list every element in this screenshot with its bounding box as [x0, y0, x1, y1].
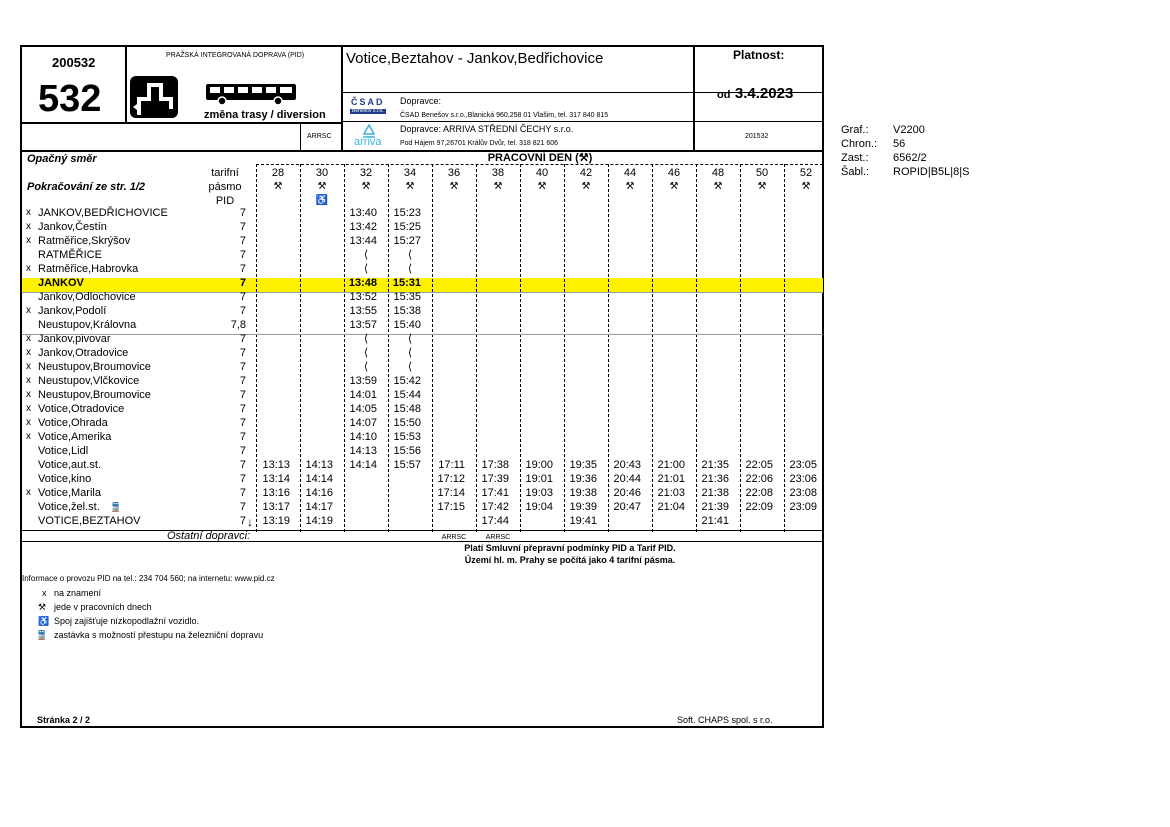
- departure-time: 15:38: [393, 305, 421, 317]
- departure-time: 21:41: [701, 515, 729, 527]
- stop-zone: 7: [239, 277, 246, 289]
- bus-icon: [204, 82, 298, 106]
- departure-time: 14:07: [349, 417, 377, 429]
- departure-time: 14:01: [349, 389, 377, 401]
- request-stop-mark: x: [26, 431, 31, 442]
- departure-time: 15:27: [393, 235, 421, 247]
- software-credit: Soft. CHAPS spol. s r.o.: [677, 715, 773, 725]
- row-divider: [22, 292, 823, 293]
- legend-text: zastávka s možností přestupu na železniční dopravu: [54, 630, 264, 640]
- departure-time: 13:44: [349, 235, 377, 247]
- departure-time: 13:17: [262, 501, 290, 513]
- departure-time: 15:56: [393, 445, 421, 457]
- header-divider: [300, 123, 301, 150]
- arriva-logo: [354, 124, 384, 150]
- request-stop-mark: x: [26, 207, 31, 218]
- stop-name: VOTICE,BEZTAHOV: [38, 515, 141, 527]
- departure-time: 22:09: [745, 501, 773, 513]
- request-stop-mark: x: [26, 487, 31, 498]
- network-name: PRAŽSKÁ INTEGROVANÁ DOPRAVA (PID): [166, 52, 305, 59]
- highlight-row: [22, 278, 823, 292]
- departure-time: 22:08: [745, 487, 773, 499]
- workday-icon: ⚒: [713, 181, 723, 192]
- departure-time: 21:03: [657, 487, 685, 499]
- column-separator: [344, 164, 345, 532]
- stop-zone: 7: [239, 417, 246, 429]
- departure-time: 20:43: [613, 459, 641, 471]
- stop-name: Jankov,Odlochovice: [38, 291, 136, 303]
- departure-time: 22:06: [745, 473, 773, 485]
- trip-number: 44: [623, 167, 637, 179]
- workday-icon: ⚒: [625, 181, 635, 192]
- timetable-code: 201532: [745, 133, 769, 140]
- stop-name: Votice,aut.st.: [38, 459, 101, 471]
- departure-time: 13:40: [349, 207, 377, 219]
- departure-time: 13:14: [262, 473, 290, 485]
- stop-zone: 7: [239, 235, 246, 247]
- side-label: Šabl.:: [841, 166, 870, 178]
- zone-header: PID: [215, 195, 235, 207]
- carrier2-info: Pod Hájem 97,26701 Králův Dvůr, tel. 318 821 606: [400, 140, 558, 147]
- column-separator: [388, 164, 389, 532]
- departure-time: 20:47: [613, 501, 641, 513]
- conditions-note: Platí Smluvní přepravní podmínky PID a Tarif PID.: [464, 543, 676, 553]
- departure-time: 19:01: [525, 473, 553, 485]
- stop-zone: 7: [239, 347, 246, 359]
- workday-icon: ⚒: [581, 181, 591, 192]
- train-icon: 🚆: [110, 502, 122, 512]
- other-carriers-label: Ostatní dopravci:: [167, 530, 251, 542]
- stop-name: Ratměřice,Skrýšov: [38, 235, 131, 247]
- validity-prefix: od: [717, 89, 731, 101]
- direction-arrow-icon: ↓: [247, 515, 253, 529]
- other-carrier-code: ARRSC: [441, 534, 467, 541]
- line-code: 200532: [52, 55, 96, 70]
- stop-zone: 7: [239, 501, 246, 513]
- workday-icon: ⚒: [405, 181, 415, 192]
- header-divider: [343, 121, 824, 122]
- stop-zone: 7: [239, 445, 246, 457]
- stop-zone: 7,8: [230, 319, 246, 331]
- arriva-logo-text: arriva: [354, 136, 382, 148]
- day-type-underline: [256, 164, 823, 165]
- legend-symbol: ♿: [38, 616, 50, 626]
- departure-time: ⟨: [363, 249, 369, 261]
- trip-number: 36: [447, 167, 461, 179]
- departure-time: 15:35: [393, 291, 421, 303]
- departure-time: 19:36: [569, 473, 597, 485]
- validity-date: 3.4.2023: [734, 85, 794, 102]
- csad-logo-text: ČSAD: [351, 97, 385, 107]
- side-label: Graf.:: [841, 124, 869, 136]
- departure-time: 13:48: [348, 277, 377, 289]
- legend-text: Spoj zajišťuje nízkopodlažní vozidlo.: [54, 616, 199, 626]
- conditions-note: Území hl. m. Prahy se počítá jako 4 tarifní pásma.: [464, 555, 676, 565]
- header-divider: [21, 122, 343, 124]
- table-bottom-line: [21, 530, 824, 531]
- request-stop-mark: x: [26, 333, 31, 344]
- departure-time: 14:05: [349, 403, 377, 415]
- stop-name: Neustupov,Broumovice: [38, 361, 151, 373]
- stop-name: Votice,Lidl: [38, 445, 89, 457]
- departure-time: 13:19: [262, 515, 290, 527]
- departure-time: 13:42: [349, 221, 377, 233]
- legend-text: jede v pracovních dnech: [54, 602, 152, 612]
- legend-text: na znamení: [54, 588, 102, 598]
- stop-zone: 7: [239, 291, 246, 303]
- side-label: Zast.:: [841, 152, 869, 164]
- header-divider: [125, 46, 127, 122]
- direction-label: Opačný směr: [27, 153, 97, 165]
- carrier2-label: Dopravce: ARRIVA STŘEDNÍ ČECHY s.r.o.: [400, 124, 574, 134]
- workday-icon: ⚒: [537, 181, 547, 192]
- departure-time: 17:14: [437, 487, 465, 499]
- validity-label: Platnost:: [733, 48, 785, 62]
- stop-name: JANKOV,BEDŘICHOVICE: [38, 207, 168, 219]
- validity: [717, 86, 793, 102]
- stop-zone: 7: [239, 459, 246, 471]
- request-stop-mark: x: [26, 375, 31, 386]
- departure-time: 23:06: [789, 473, 817, 485]
- workday-icon: ⚒: [757, 181, 767, 192]
- workday-icon: ⚒: [273, 181, 283, 192]
- departure-time: ⟨: [407, 333, 413, 345]
- departure-time: 14:14: [305, 473, 333, 485]
- stop-zone: 7: [239, 473, 246, 485]
- stop-zone: 7: [239, 487, 246, 499]
- departure-time: 17:11: [438, 459, 465, 471]
- trip-number: 52: [799, 167, 813, 179]
- departure-time: 15:23: [393, 207, 421, 219]
- trip-number: 46: [667, 167, 681, 179]
- departure-time: 15:53: [393, 431, 421, 443]
- departure-time: 19:00: [525, 459, 553, 471]
- departure-time: 13:55: [349, 305, 377, 317]
- departure-time: 17:42: [481, 501, 509, 513]
- departure-time: 22:05: [745, 459, 773, 471]
- departure-time: ⟨: [363, 263, 369, 275]
- workday-icon: ⚒: [669, 181, 679, 192]
- table-bottom-line: [21, 541, 824, 542]
- departure-time: 23:08: [789, 487, 817, 499]
- departure-time: 14:13: [349, 445, 377, 457]
- departure-time: 19:39: [569, 501, 597, 513]
- workday-icon: ⚒: [493, 181, 503, 192]
- departure-time: 15:42: [393, 375, 421, 387]
- departure-time: ⟨: [407, 361, 413, 373]
- departure-time: 19:03: [525, 487, 553, 499]
- departure-time: 21:00: [657, 459, 685, 471]
- departure-time: 17:39: [481, 473, 509, 485]
- continuation-label: Pokračování ze str. 1/2: [27, 181, 146, 193]
- stop-name: Votice,Amerika: [38, 431, 112, 443]
- workday-icon: ⚒: [317, 181, 327, 192]
- departure-time: 21:39: [701, 501, 729, 513]
- stop-zone: 7: [239, 249, 246, 261]
- request-stop-mark: x: [26, 305, 31, 316]
- departure-time: ⟨: [363, 361, 369, 373]
- departure-time: 14:13: [305, 459, 333, 471]
- request-stop-mark: x: [26, 403, 31, 414]
- day-type: PRACOVNÍ DEN (⚒): [487, 152, 593, 164]
- departure-time: 14:19: [305, 515, 333, 527]
- legend-symbol: ⚒: [38, 602, 47, 612]
- header-divider: [693, 46, 695, 150]
- departure-time: 17:44: [481, 515, 509, 527]
- departure-time: 14:17: [305, 501, 333, 513]
- departure-time: 21:38: [701, 487, 729, 499]
- legend-symbol: x: [42, 588, 47, 598]
- header-divider: [21, 150, 824, 152]
- stop-name: JANKOV: [38, 277, 84, 289]
- trip-number: 50: [755, 167, 769, 179]
- stop-zone: 7: [239, 375, 246, 387]
- departure-time: ⟨: [363, 333, 369, 345]
- departure-time: 21:36: [701, 473, 729, 485]
- request-stop-mark: x: [26, 389, 31, 400]
- departure-time: 15:25: [393, 221, 421, 233]
- departure-time: ⟨: [407, 249, 413, 261]
- stop-zone: 7: [239, 515, 246, 527]
- stop-zone: 7: [239, 263, 246, 275]
- departure-time: 15:57: [393, 459, 421, 471]
- side-value: 6562/2: [893, 152, 927, 164]
- departure-time: 13:13: [262, 459, 290, 471]
- trip-number: 34: [403, 167, 417, 179]
- stop-name: Jankov,Čestín: [38, 221, 107, 233]
- departure-time: 15:40: [393, 319, 421, 331]
- departure-time: 13:59: [349, 375, 377, 387]
- departure-time: 19:41: [569, 515, 597, 527]
- stop-zone: 7: [239, 389, 246, 401]
- carrier1-label: Dopravce:: [400, 96, 442, 106]
- departure-time: 19:35: [569, 459, 597, 471]
- stop-name: RATMĚŘICE: [38, 249, 102, 261]
- request-stop-mark: x: [26, 263, 31, 274]
- stop-zone: 7: [239, 431, 246, 443]
- stop-name: Neustupov,Královna: [38, 319, 137, 331]
- trip-number: 48: [711, 167, 725, 179]
- carrier1-info: ČSAD Benešov s.r.o.,Blanická 960,258 01 Vlašim, tel. 317 840 815: [400, 112, 609, 119]
- zone-header: pásmo: [208, 181, 242, 193]
- departure-time: 13:57: [349, 319, 377, 331]
- departure-time: 14:14: [349, 459, 377, 471]
- stop-name: Votice,Ohrada: [38, 417, 108, 429]
- departure-time: 14:16: [305, 487, 333, 499]
- line-number: 532: [38, 78, 102, 120]
- departure-time: 23:05: [789, 459, 817, 471]
- page-number: Stránka 2 / 2: [37, 715, 91, 725]
- departure-time: ⟨: [407, 347, 413, 359]
- departure-time: 14:10: [349, 431, 377, 443]
- stop-name: Votice,žel.st.: [38, 501, 100, 513]
- stop-name: Jankov,pivovar: [38, 333, 111, 345]
- route-title: Votice,Beztahov - Jankov,Bedřichovice: [346, 50, 604, 67]
- departure-time: 15:44: [393, 389, 421, 401]
- stop-name: Jankov,Podolí: [38, 305, 107, 317]
- departure-time: 15:48: [393, 403, 421, 415]
- stop-zone: 7: [239, 207, 246, 219]
- stop-name: Jankov,Otradovice: [38, 347, 129, 359]
- trip-number: 38: [491, 167, 505, 179]
- trip-number: 30: [315, 167, 329, 179]
- diversion-text: změna trasy / diversion: [204, 109, 326, 121]
- stop-name: Votice,kino: [38, 473, 92, 485]
- departure-time: 17:12: [437, 473, 465, 485]
- stop-zone: 7: [239, 333, 246, 345]
- request-stop-mark: x: [26, 235, 31, 246]
- request-stop-mark: x: [26, 417, 31, 428]
- stop-zone: 7: [239, 361, 246, 373]
- departure-time: 21:01: [657, 473, 685, 485]
- header-divider: [341, 46, 343, 150]
- trip-number: 40: [535, 167, 549, 179]
- stop-name: Votice,Marila: [38, 487, 101, 499]
- csad-logo-sub: Benešov s.r.o.: [352, 108, 384, 114]
- zone-header: tarifní: [211, 167, 239, 179]
- info-note: Informace o provozu PID na tel.: 234 704 560; na internetu: www.pid.cz: [22, 574, 275, 583]
- departure-time: 13:16: [262, 487, 290, 499]
- workday-icon: ⚒: [449, 181, 459, 192]
- stop-zone: 7: [239, 403, 246, 415]
- side-label: Chron.:: [841, 138, 878, 150]
- side-value: 56: [893, 138, 906, 150]
- departure-time: 17:15: [437, 501, 465, 513]
- stop-zone: 7: [239, 305, 246, 317]
- arrsc-code: ARRSC: [307, 133, 332, 140]
- departure-time: 21:04: [657, 501, 685, 513]
- side-value: ROPID|B5L|8|S: [893, 166, 970, 178]
- departure-time: 15:50: [393, 417, 421, 429]
- departure-time: 20:44: [613, 473, 641, 485]
- departure-time: 23:09: [789, 501, 817, 513]
- departure-time: 20:46: [613, 487, 641, 499]
- request-stop-mark: x: [26, 347, 31, 358]
- trip-number: 28: [271, 167, 285, 179]
- departure-time: 15:31: [392, 277, 421, 289]
- departure-time: ⟨: [407, 263, 413, 275]
- trip-number: 42: [579, 167, 593, 179]
- departure-time: 17:41: [481, 487, 509, 499]
- wheelchair-icon: ♿: [315, 195, 329, 206]
- departure-time: 17:38: [481, 459, 509, 471]
- stop-name: Neustupov,Vlčkovice: [38, 375, 140, 387]
- departure-time: 13:52: [349, 291, 377, 303]
- departure-time: ⟨: [363, 347, 369, 359]
- departure-time: 21:35: [701, 459, 729, 471]
- other-carrier-code: ARRSC: [485, 534, 511, 541]
- trip-number: 32: [359, 167, 373, 179]
- workday-icon: ⚒: [801, 181, 811, 192]
- legend-symbol: 🚆: [36, 630, 48, 640]
- request-stop-mark: x: [26, 221, 31, 232]
- diversion-icon: [129, 75, 179, 119]
- departure-time: 19:04: [525, 501, 553, 513]
- csad-logo: [350, 97, 392, 117]
- stop-name: Neustupov,Broumovice: [38, 389, 151, 401]
- stop-name: Ratměřice,Habrovka: [38, 263, 139, 275]
- stop-name: Votice,Otradovice: [38, 403, 125, 415]
- side-value: V2200: [893, 124, 925, 136]
- workday-icon: ⚒: [361, 181, 371, 192]
- stop-zone: 7: [239, 221, 246, 233]
- request-stop-mark: x: [26, 361, 31, 372]
- departure-time: 19:38: [569, 487, 597, 499]
